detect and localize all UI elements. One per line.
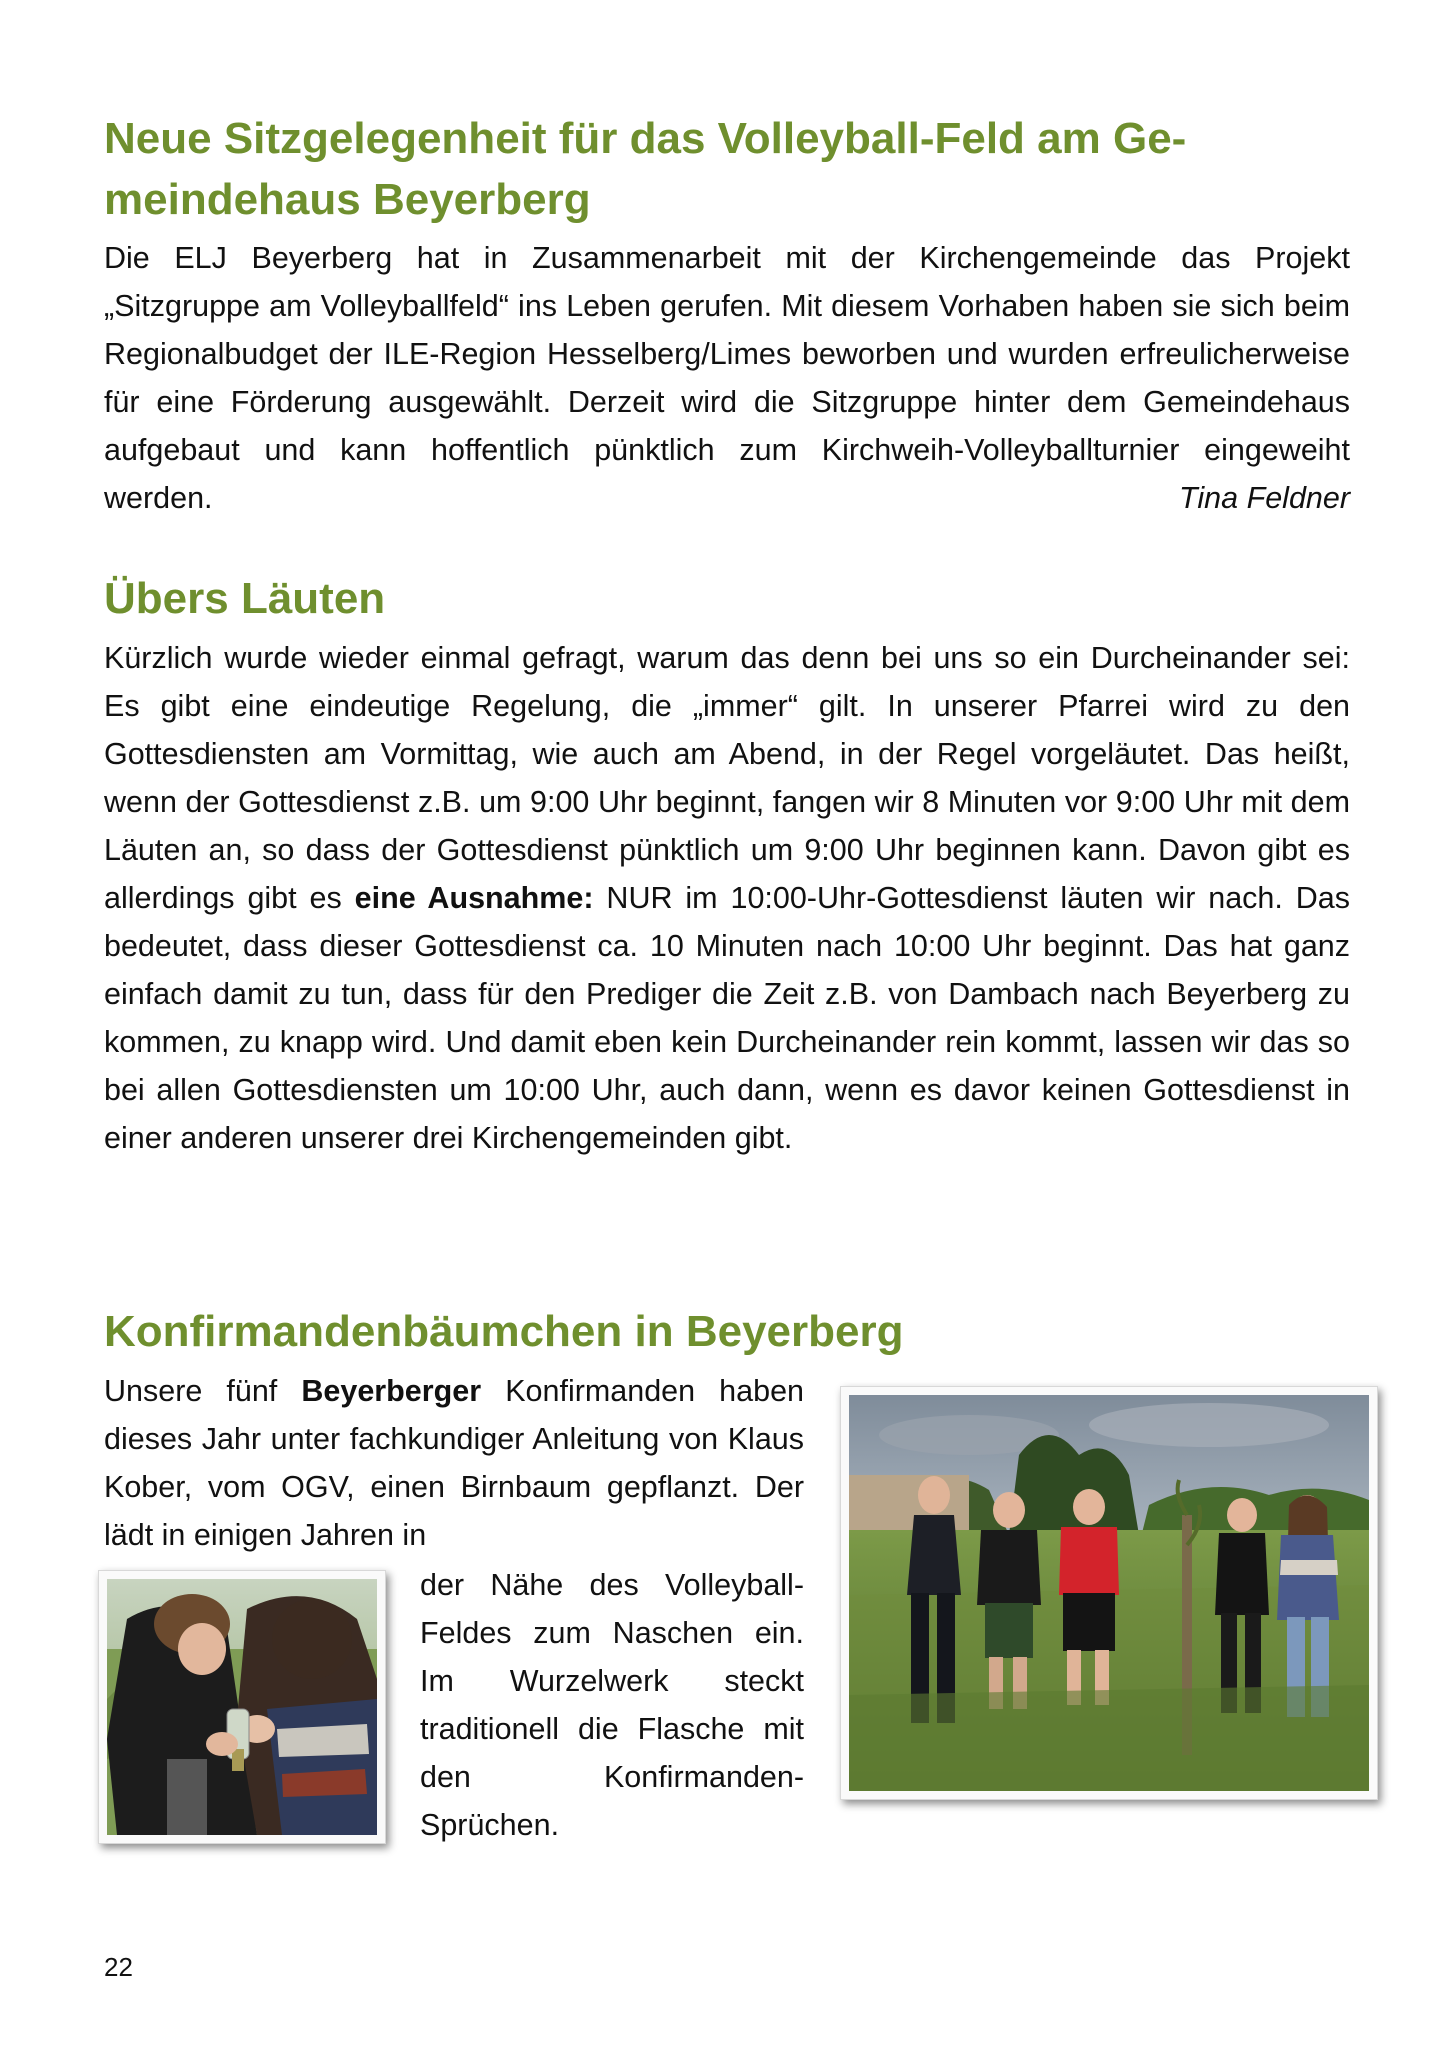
photo-confirmands-tree-image [849, 1395, 1369, 1791]
photo-confirmands-tree [840, 1386, 1378, 1800]
article1-body [104, 234, 1350, 522]
article1-heading-line1: Neue Sitzgelegenheit für das Volleyball-Feld am Ge- [104, 114, 1187, 163]
article3-wrap-text: der Nähe des Volleyball-Feldes zum Naschen ein. Im Wurzelwerk steckt traditionell die Flasche mit den Konfirmanden-Sprüchen. [420, 1568, 804, 1842]
article2-body [104, 634, 1350, 1162]
article3-body [104, 1367, 804, 1559]
page-number: 22 [104, 1952, 133, 1982]
article1-heading [104, 108, 1354, 230]
article3-heading: Konfirmandenbäumchen in Beyerberg [104, 1307, 904, 1356]
photo-girls-bottle [98, 1570, 386, 1844]
article3-text-mid: Konfirmanden haben dieses Jahr unter fachkundiger Anleitung von Klaus Kober, vom OGV, einen Birnbaum gepflanzt. Der lädt in einigen Jahren in [104, 1374, 804, 1552]
article3-text-start: Unsere fünf [104, 1374, 302, 1408]
article2-text-bold: eine Ausnahme: [354, 881, 594, 915]
article3-text-bold: Beyerberger [301, 1374, 482, 1408]
article2-text-after: NUR im 10:00-Uhr-Gottesdienst läuten wir nach. Das bedeutet, dass dieser Gottesdienst ca. 10 Minuten nach 10:00 Uhr beginnt. Das hat ganz einfach damit zu tun, dass für den Prediger die Zeit z.B. von Dambach nach Beyerberg zu kommen, zu knapp wird. Und damit eben kein Durcheinander rein kommt, lassen wir das so bei allen Gottesdiensten um 10:00 Uhr, auch dann, wenn es davor keinen Gottesdienst in einer anderen unserer drei Kirchengemeinden gibt. [104, 881, 1351, 1155]
article2-heading: Übers Läuten [104, 574, 386, 623]
photo-girls-bottle-image [107, 1579, 377, 1835]
article1-author: Tina Feldner [1179, 481, 1350, 515]
article1-text: Die ELJ Beyerberg hat in Zusammenarbeit mit der Kirchengemeinde das Projekt „Sitzgruppe am Volleyballfeld“ ins Leben gerufen. Mit diesem Vorhaben haben sie sich beim Regionalbudget der ILE-Region Hesselberg/Limes beworben und wurden erfreulicherweise für eine Förderung ausgewählt. Derzeit wird die Sitzgruppe hinter dem Gemeindehaus aufgebaut und kann hoffentlich pünktlich zum Kirchweih-Volleyballturnier eingeweiht werden. [104, 241, 1350, 515]
article1-heading-line2: meindehaus Beyerberg [104, 175, 591, 224]
article2-text-before: Kürzlich wurde wieder einmal gefragt, warum das denn bei uns so ein Durcheinander sei: Es gibt eine eindeutige Regelung, die „immer“ gilt. In unserer Pfarrei wird zu den Gottesdiensten am Vormittag, wie auch am Abend, in der Regel vorgeläutet. Das heißt, wenn der Gottesdienst z.B. um 9:00 Uhr beginnt, fangen wir 8 Minuten vor 9:00 Uhr mit dem Läuten an, so dass der Gottesdienst pünktlich um 9:00 Uhr beginnen kann. Davon gibt es allerdings gibt es [104, 641, 1350, 915]
